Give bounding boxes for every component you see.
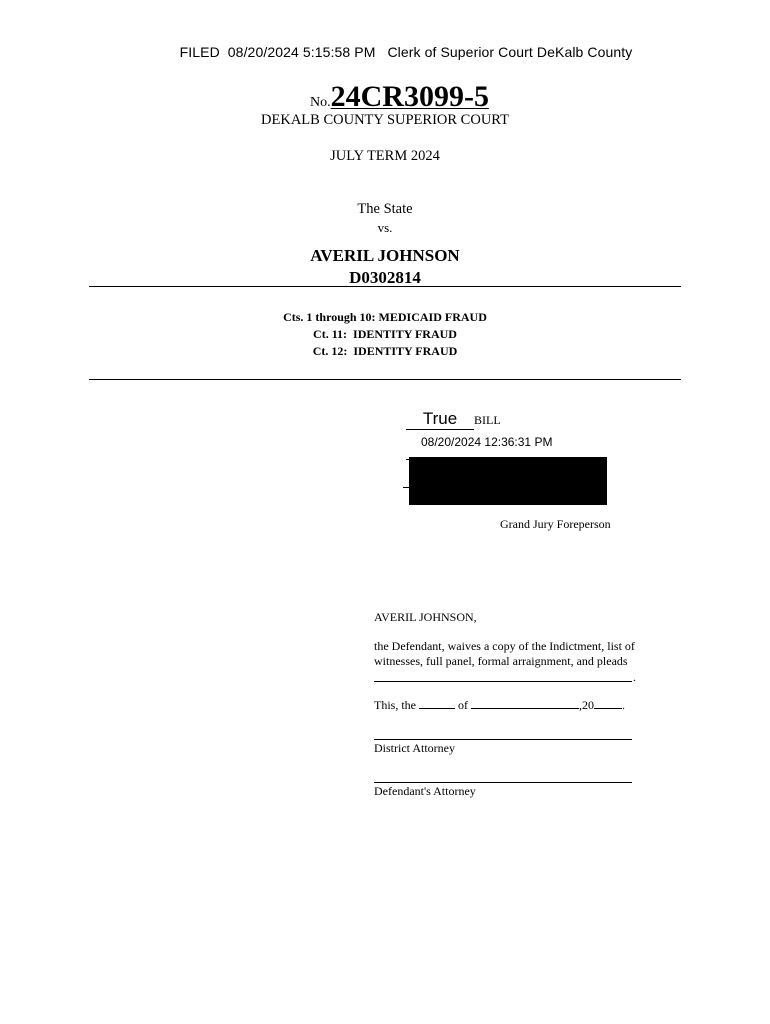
charge-item: Ct. 11: IDENTITY FRAUD xyxy=(313,327,457,341)
month-blank xyxy=(471,697,579,709)
redacted-signature xyxy=(409,457,607,505)
bill-verdict-line xyxy=(406,409,501,430)
defendant-attorney-line xyxy=(374,782,632,783)
year-blank xyxy=(594,697,622,709)
defendant-attorney-label: Defendant's Attorney xyxy=(374,784,476,798)
case-no-label: No. xyxy=(310,95,331,110)
date-of-label: of xyxy=(458,698,468,712)
district-attorney-label: District Attorney xyxy=(374,741,455,755)
bill-timestamp: 08/20/2024 12:36:31 PM xyxy=(421,435,553,449)
filed-datetime: 08/20/2024 5:15:58 PM xyxy=(227,44,376,60)
foreperson-label: Grand Jury Foreperson xyxy=(500,517,611,531)
court-name: DEKALB COUNTY SUPERIOR COURT xyxy=(261,112,509,128)
charge-item: Cts. 1 through 10: MEDICAID FRAUD xyxy=(283,310,487,324)
divider-top xyxy=(89,286,681,287)
charge-item: Ct. 12: IDENTITY FRAUD xyxy=(312,344,458,358)
versus: vs. xyxy=(377,220,393,235)
filed-label: FILED xyxy=(179,44,220,60)
defendant-name: AVERIL JOHNSON xyxy=(310,246,460,265)
waiver-date-line xyxy=(374,697,625,713)
date-period: . xyxy=(622,698,625,712)
date-this-label: This, the xyxy=(374,698,416,712)
plea-blank xyxy=(374,681,632,682)
waiver-defendant-name: AVERIL JOHNSON, xyxy=(374,610,477,624)
filing-stamp xyxy=(0,44,770,60)
plaintiff: The State xyxy=(357,201,413,217)
waiver-text-line2: witnesses, full panel, formal arraignment, and pleads xyxy=(374,654,628,668)
case-number-line xyxy=(310,80,489,114)
year-prefix: ,20 xyxy=(579,698,594,712)
case-number: 24CR3099-5 xyxy=(330,80,489,113)
divider-bottom xyxy=(89,379,681,380)
plea-period: . xyxy=(633,670,636,684)
bill-label: BILL xyxy=(474,413,501,427)
charges-list xyxy=(0,309,770,360)
bill-verdict: True xyxy=(406,409,474,430)
clerk-name: Clerk of Superior Court DeKalb County xyxy=(387,44,633,60)
court-term: JULY TERM 2024 xyxy=(330,148,440,164)
defendant-id: D0302814 xyxy=(349,268,421,287)
district-attorney-line xyxy=(374,739,632,740)
day-blank xyxy=(419,697,455,709)
waiver-text-line1: the Defendant, waives a copy of the Indictment, list of xyxy=(374,639,635,653)
